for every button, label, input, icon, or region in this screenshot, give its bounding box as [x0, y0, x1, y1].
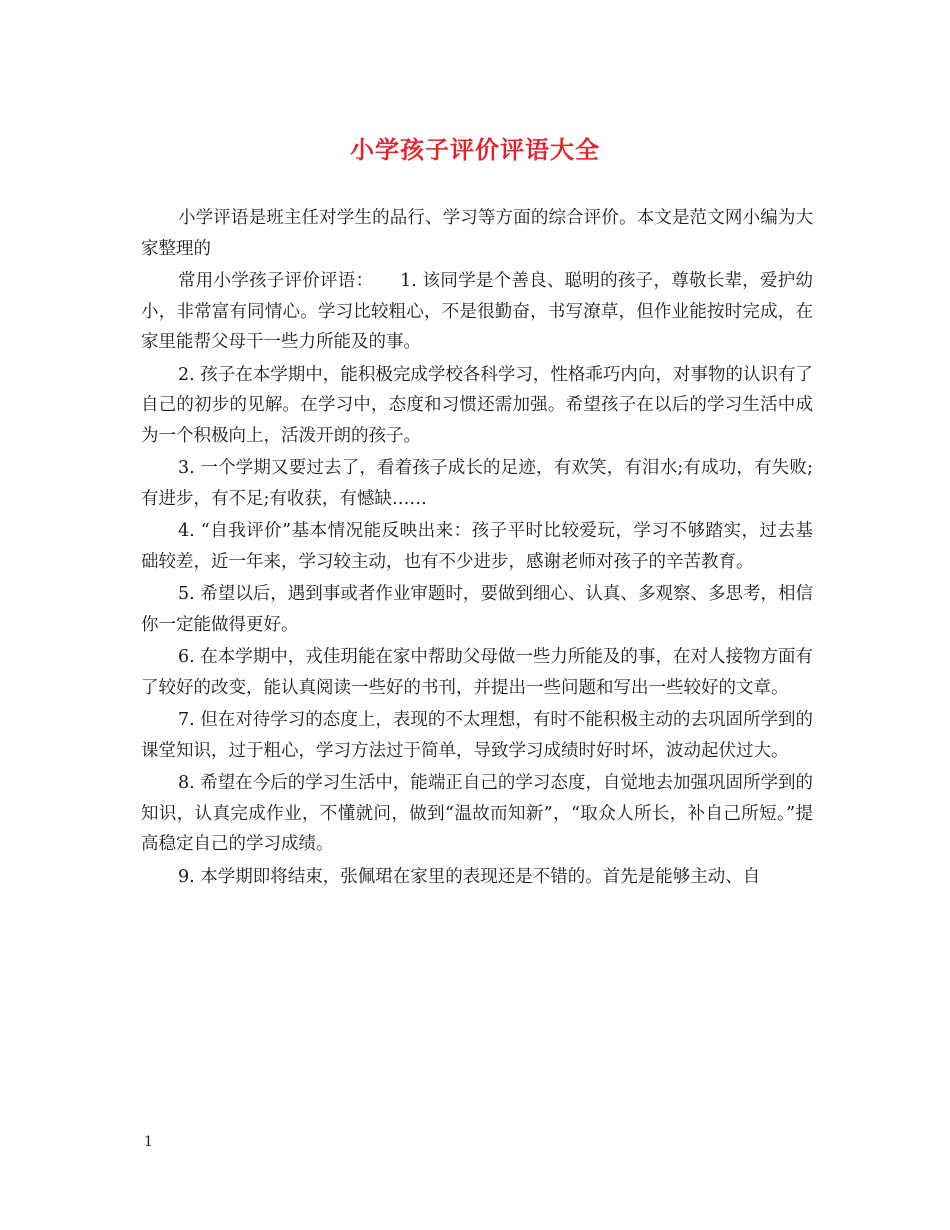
page-number: 1: [144, 1134, 153, 1150]
paragraph-item-2: 2. 孩子在本学期中，能积极完成学校各科学习，性格乖巧内向，对事物的认识有了自己的初步的见解。在学习中，态度和习惯还需加强。希望孩子在以后的学习生活中成为一个积极向上，活泼开朗的孩子。: [141, 364, 813, 446]
paragraph-intro: 小学评语是班主任对学生的品行、学习等方面的综合评价。本文是范文网小编为大家整理的: [141, 208, 813, 259]
paragraph-item-5: 5. 希望以后，遇到事或者作业审题时，要做到细心、认真、多观察、多思考，相信你一定能做得更好。: [141, 584, 813, 635]
paragraph-item-1: 常用小学孩子评价评语： 1. 该同学是个善良、聪明的孩子，尊敬长辈，爱护幼小，非常富有同情心。学习比较粗心，不是很勤奋，书写潦草，但作业能按时完成，在家里能帮父母干一些力所能及的事。: [141, 271, 813, 352]
paragraph-item-7: 7. 但在对待学习的态度上，表现的不太理想，有时不能积极主动的去巩固所学到的课堂知识，过于粗心，学习方法过于简单，导致学习成绩时好时坏，波动起伏过大。: [141, 710, 813, 761]
document-title: 小学孩子评价评语大全: [350, 135, 600, 164]
document-body: [141, 203, 813, 894]
paragraph-item-6: 6. 在本学期中，戎佳玥能在家中帮助父母做一些力所能及的事，在对人接物方面有了较好的改变，能认真阅读一些好的书刊，并提出一些问题和写出一些较好的文章。: [141, 647, 813, 698]
paragraph-item-3: 3. 一个学期又要过去了，看着孩子成长的足迹，有欢笑，有泪水;有成功，有失败;有进步，有不足;有收获，有憾缺……: [141, 458, 813, 509]
paragraph-item-4: 4. “自我评价”基本情况能反映出来：孩子平时比较爱玩，学习不够踏实，过去基础较差，近一年来，学习较主动，也有不少进步，感谢老师对孩子的辛苦教育。: [141, 521, 813, 572]
paragraph-item-8: 8. 希望在今后的学习生活中，能端正自己的学习态度，自觉地去加强巩固所学到的知识，认真完成作业，不懂就问，做到“温故而知新”，“取众人所长，补自己所短。”提高稳定自己的学习成绩。: [141, 773, 813, 854]
paragraph-item-9: 9. 本学期即将结束，张佩珺在家里的表现还是不错的。首先是能够主动、自: [178, 866, 761, 887]
